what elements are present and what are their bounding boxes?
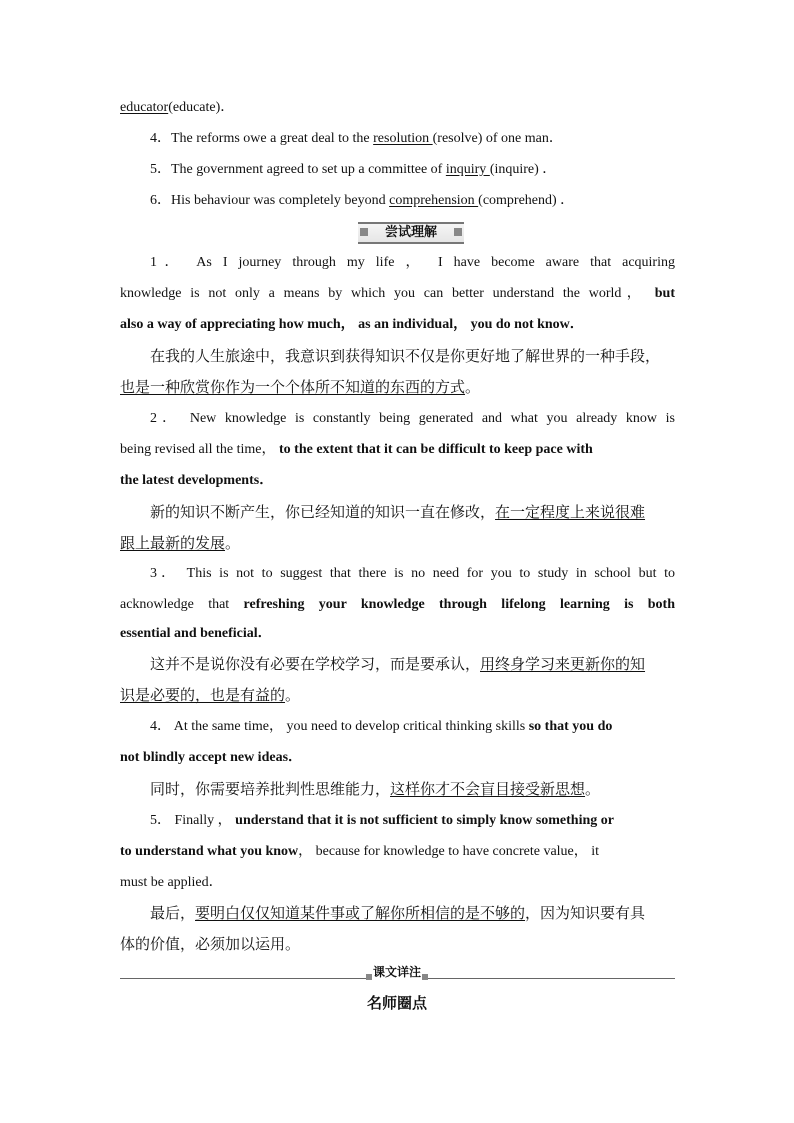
item2-cn-line2: 跟上最新的发展。 bbox=[120, 534, 241, 552]
item2-en-line2: being revised all the time， to the extent that it can be difficult to keep pace with bbox=[120, 442, 593, 457]
answer-word: educator bbox=[120, 100, 169, 115]
item1-en-line3: also a way of appreciating how much， as an individual， you do not know． bbox=[120, 317, 584, 332]
item3-en-line1: 3． This is not to suggest that there is no need for you to study in school but to bbox=[150, 566, 675, 581]
item3-en-line3: essential and beneficial． bbox=[120, 626, 272, 641]
item5-cn-line1: 最后，要明白仅仅知道某件事或了解你所相信的是不够的，因为知识要有具 bbox=[150, 904, 646, 922]
item4-en-line2: not blindly accept new ideas． bbox=[120, 750, 303, 765]
item3-en-line2: acknowledge that refreshing your knowledge through lifelong learning is both bbox=[120, 597, 675, 612]
answer-word: inquiry bbox=[445, 162, 490, 177]
answer-line-4: 4．The reforms owe a great deal to the resolution (resolve) of one man． bbox=[150, 131, 563, 146]
item1-en-line2: knowledge is not only a means by which you can better understand the world， but bbox=[120, 286, 676, 301]
item1-cn-line2: 也是一种欣赏你作为一个个体所不知道的东西的方式。 bbox=[120, 378, 481, 396]
item5-en-line2: to understand what you know， because for knowledge to have concrete value， it bbox=[120, 844, 600, 859]
item2-en-line3: the latest developments． bbox=[120, 473, 274, 488]
item5-en-line3: must be applied． bbox=[120, 875, 223, 890]
answer-line-6: 6．His behaviour was completely beyond comprehension (comprehend) ． bbox=[150, 193, 575, 208]
item1-en-line1: 1． As I journey through my life ， I have become aware that acquiring bbox=[150, 255, 675, 270]
item5-en-line1: 5． Finally ， understand that it is not sufficient to simply know something or bbox=[150, 813, 614, 828]
item3-cn-line2: 识是必要的，也是有益的。 bbox=[120, 686, 301, 704]
item5-cn-line2: 体的价值，必须加以运用。 bbox=[120, 935, 301, 953]
answer-word: resolution bbox=[373, 131, 433, 146]
footer-title: 名师圈点 bbox=[366, 994, 427, 1012]
section-tag: 尝试理解 bbox=[358, 222, 464, 244]
item2-cn-line1: 新的知识不断产生，你已经知道的知识一直在修改，在一定程度上来说很难 bbox=[150, 503, 646, 521]
footer-tag: 课文详注 bbox=[366, 964, 428, 980]
item4-cn-line1: 同时，你需要培养批判性思维能力，这样你才不会盲目接受新思想。 bbox=[150, 780, 601, 798]
item4-en-line1: 4． At the same time， you need to develop critical thinking skills so that you do bbox=[150, 719, 613, 734]
item1-cn-line1: 在我的人生旅途中，我意识到获得知识不仅是你更好地了解世界的一种手段， bbox=[150, 347, 661, 365]
answer-word: comprehension bbox=[389, 193, 479, 208]
answer-line-5: 5．The government agreed to set up a committee of inquiry (inquire) ． bbox=[150, 162, 557, 177]
item3-cn-line1: 这并不是说你没有必要在学校学习，而是要承认，用终身学习来更新你的知 bbox=[150, 655, 646, 673]
answer-line-3: educator(educate)． bbox=[120, 100, 235, 115]
item2-en-line1: 2． New knowledge is constantly being generated and what you already know is bbox=[150, 411, 675, 426]
